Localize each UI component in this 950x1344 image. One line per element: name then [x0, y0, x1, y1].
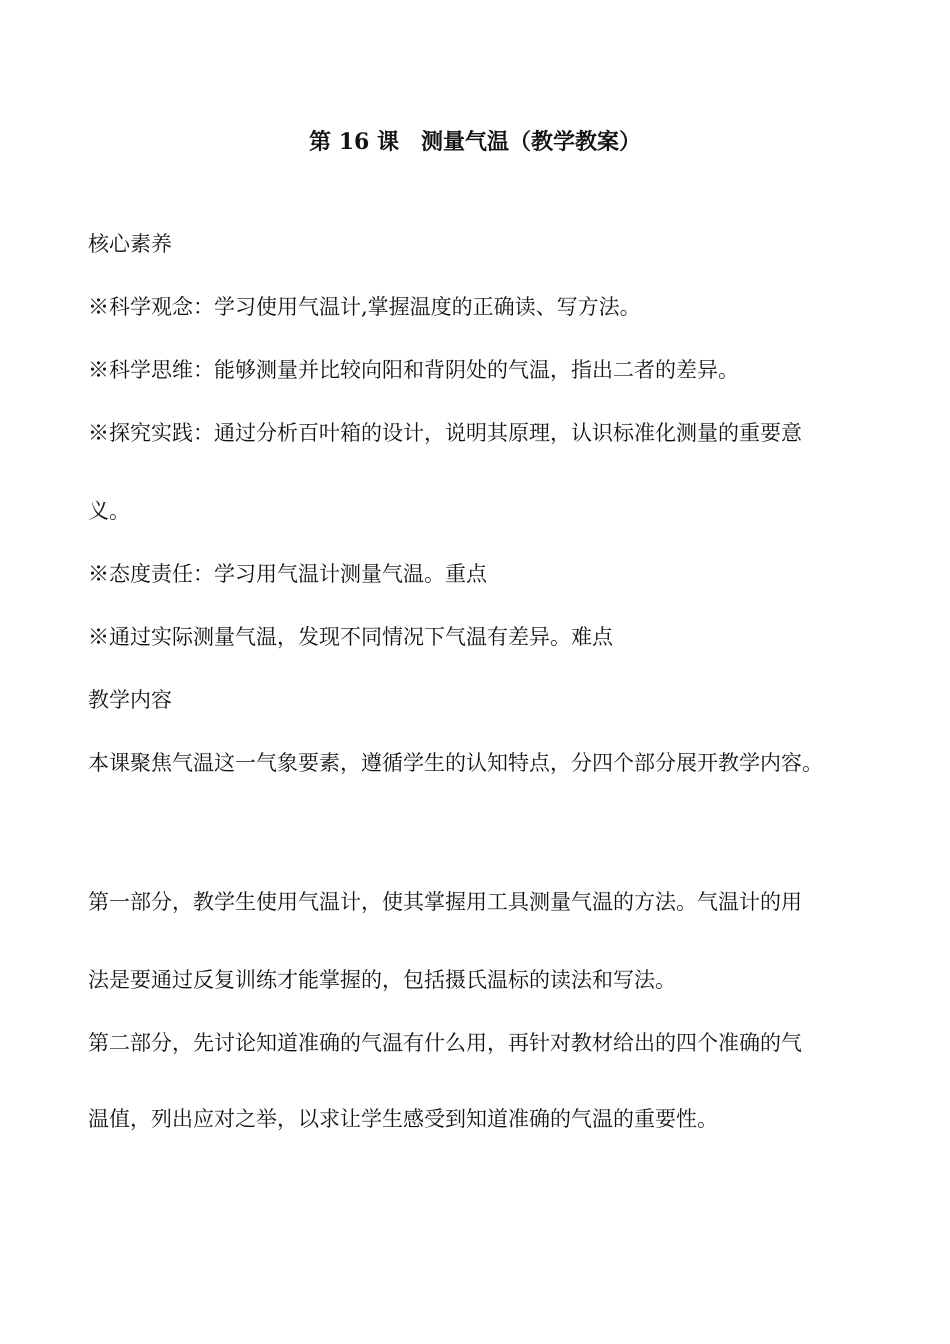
section-heading-core-literacy: 核心素养 [88, 232, 172, 256]
core-item-scientific-thinking: ※科学思维：能够测量并比较向阳和背阴处的气温，指出二者的差异。 [88, 358, 739, 382]
core-item-scientific-concept: ※科学观念：学习使用气温计,掌握温度的正确读、写方法。 [88, 295, 641, 319]
core-item-inquiry-practice-cont: 义。 [88, 499, 130, 523]
part-one-paragraph-line1: 第一部分，教学生使用气温计，使其掌握用工具测量气温的方法。气温计的用 [88, 890, 802, 914]
part-two-paragraph-line1: 第二部分，先讨论知道准确的气温有什么用，再针对教材给出的四个准确的气 [88, 1031, 802, 1055]
core-item-inquiry-practice: ※探究实践：通过分析百叶箱的设计，说明其原理，认识标准化测量的重要意 [88, 421, 802, 445]
part-one-paragraph-line2: 法是要通过反复训练才能掌握的，包括摄氏温标的读法和写法。 [88, 968, 676, 992]
core-item-attitude-responsibility: ※态度责任：学习用气温计测量气温。重点 [88, 562, 487, 586]
document-title: 第 16 课 测量气温（教学教案） [309, 129, 641, 155]
section-heading-teaching-content: 教学内容 [88, 688, 172, 712]
content-intro-paragraph: 本课聚焦气温这一气象要素，遵循学生的认知特点，分四个部分展开教学内容。 [88, 751, 823, 775]
core-item-difficulty: ※通过实际测量气温，发现不同情况下气温有差异。难点 [88, 625, 613, 649]
part-two-paragraph-line2: 温值，列出应对之举，以求让学生感受到知道准确的气温的重要性。 [88, 1107, 718, 1131]
